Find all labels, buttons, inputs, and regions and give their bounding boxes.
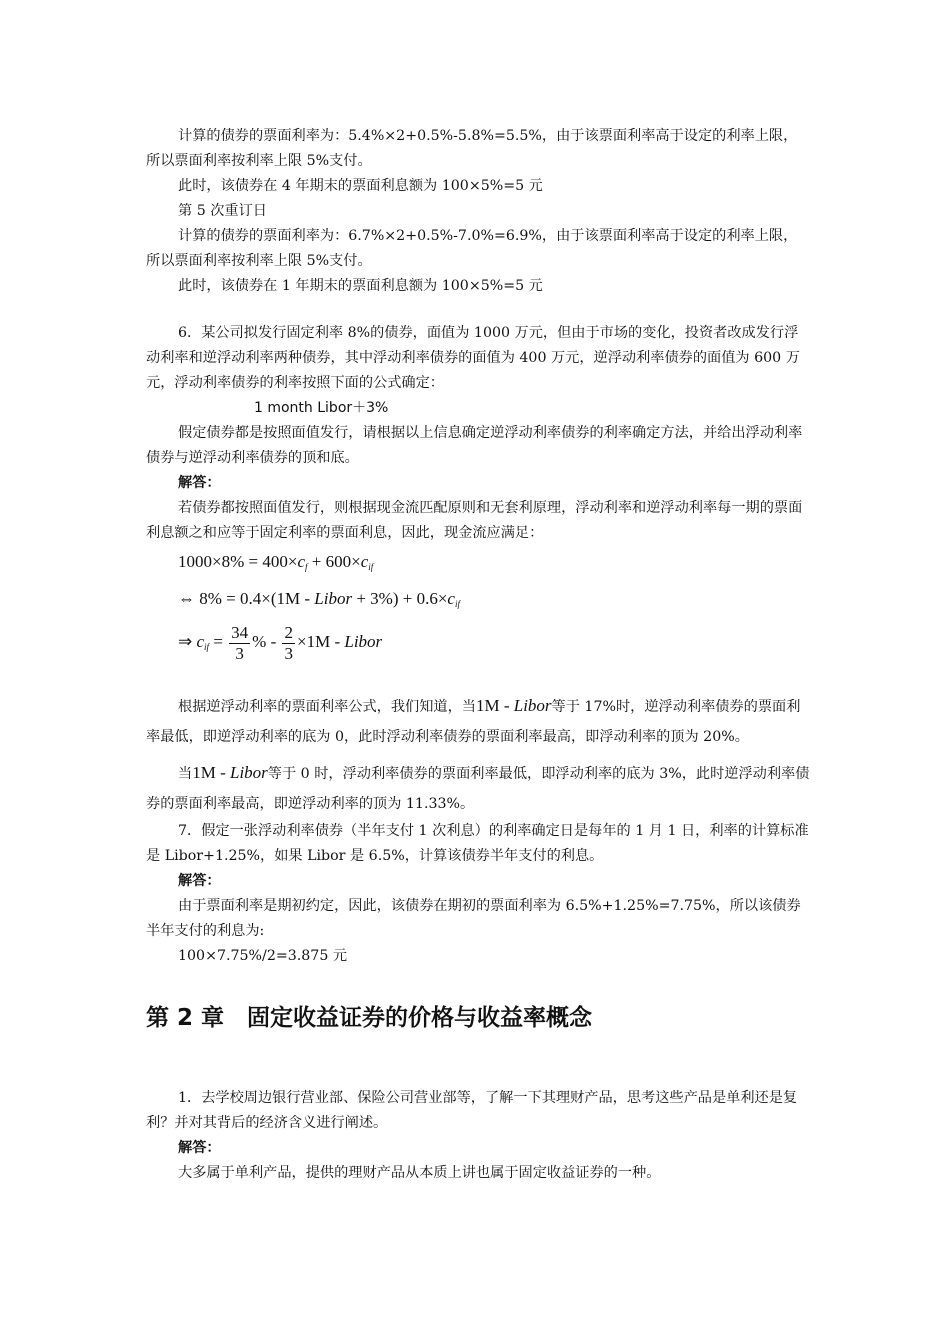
top-paragraph-2: 此时，该债券在 4 年期末的票面利息额为 100×5%=5 元 [178,178,543,194]
fraction-2-3: $\frac{2}{3}$ [284,622,293,663]
q6-answer-intro: 若债券都按照面值发行，则根据现金流匹配原则和无套利原理，浮动利率和逆浮动利率每一期的票面利息额之和应等于固定利率的票面利息，因此，现金流应满足： [146,500,803,541]
q6-para-1: 根据逆浮动利率的票面利率公式，我们知道，当1M - Libor等于 17%时，逆浮动利率债券的票面利率最低，即逆浮动利率的底为 0，此时浮动利率债券的票面利率最高，即浮动利率的顶为 20%。 [146,696,801,745]
equation-2: ⇔ 8% = 0.4×(1M - Libor + $3\%) + 0.6\times c_{if}$ [178,589,460,609]
fraction-34-3: $\frac{34}{3}$ [231,622,249,663]
question-7: 7．假定一张浮动利率债券（半年支付 1 次利息）的利率确定日是每年的 1 月 1 日，利率的计算标准是 Libor+1.25%，如果 Libor 是 6.5%，计算该债券半年支付的利息。 [146,823,809,864]
document-page [146,124,810,1186]
c2q1-answer-label: 解答： [178,1140,221,1156]
q6-ask: 假定债券都是按照面值发行，请根据以上信息确定逆浮动利率债券的利率确定方法，并给出浮动利率债券与逆浮动利率债券的顶和底。 [146,425,803,466]
equation-1: $1000\times 8\% = 400\times c_f + 600\times c_{if}$ [178,552,374,572]
q6-answer-label: 解答： [178,475,221,491]
top-paragraph-1: 计算的债券的票面利率为：5.4%×2+0.5%-5.8%=5.5%，由于该票面利率高于设定的利率上限，所以票面利率按利率上限 5%支付。 [146,128,798,169]
q6-para-2: 当1M - Libor等于 0 时，浮动利率债券的票面利率最低，即浮动利率的底为 3%，此时逆浮动利率债券的票面利率最高，即逆浮动利率的顶为 11.33%。 [146,763,810,812]
q6-formula: 1 month Libor＋3% [254,400,389,416]
top-paragraph-3: 第 5 次重订日 [178,203,267,219]
q7-calc: 100×7.75%/2=3.875 元 [178,948,348,964]
chapter2-question-1: 1．去学校周边银行营业部、保险公司营业部等，了解一下其理财产品，思考这些产品是单利还是复利？并对其背后的经济含义进行阐述。 [146,1090,798,1131]
q7-answer: 由于票面利率是期初约定，因此，该债券在期初的票面利率为 6.5%+1.25%=7.75%，所以该债券半年支付的利息为: [146,898,801,939]
top-paragraph-4: 计算的债券的票面利率为：6.7%×2+0.5%-7.0%=6.9%，由于该票面利率高于设定的利率上限，所以票面利率按利率上限 5%支付。 [146,228,798,269]
chapter-heading: 第 2 章 固定收益证券的价格与收益率概念 [146,1005,593,1031]
equation-3: ⇒ $c_{if}$ = $\frac{34}{3}$ % - $\frac{2}{3}$ ×1M - Libor [178,622,383,663]
top-paragraph-5: 此时，该债券在 1 年期末的票面利息额为 100×5%=5 元 [178,278,543,294]
question-6: 6．某公司拟发行固定利率 8%的债券，面值为 1000 万元，但由于市场的变化，投资者改成发行浮动利率和逆浮动利率两种债券，其中浮动利率债券的面值为 400 万元，逆浮动利率债券的面值为 600 万元，浮动利率债券的利率按照下面的公式确定： [146,325,800,391]
c2q1-answer: 大多属于单利产品，提供的理财产品从本质上讲也属于固定收益证券的一种。 [178,1165,661,1181]
q7-answer-label: 解答： [178,873,221,889]
